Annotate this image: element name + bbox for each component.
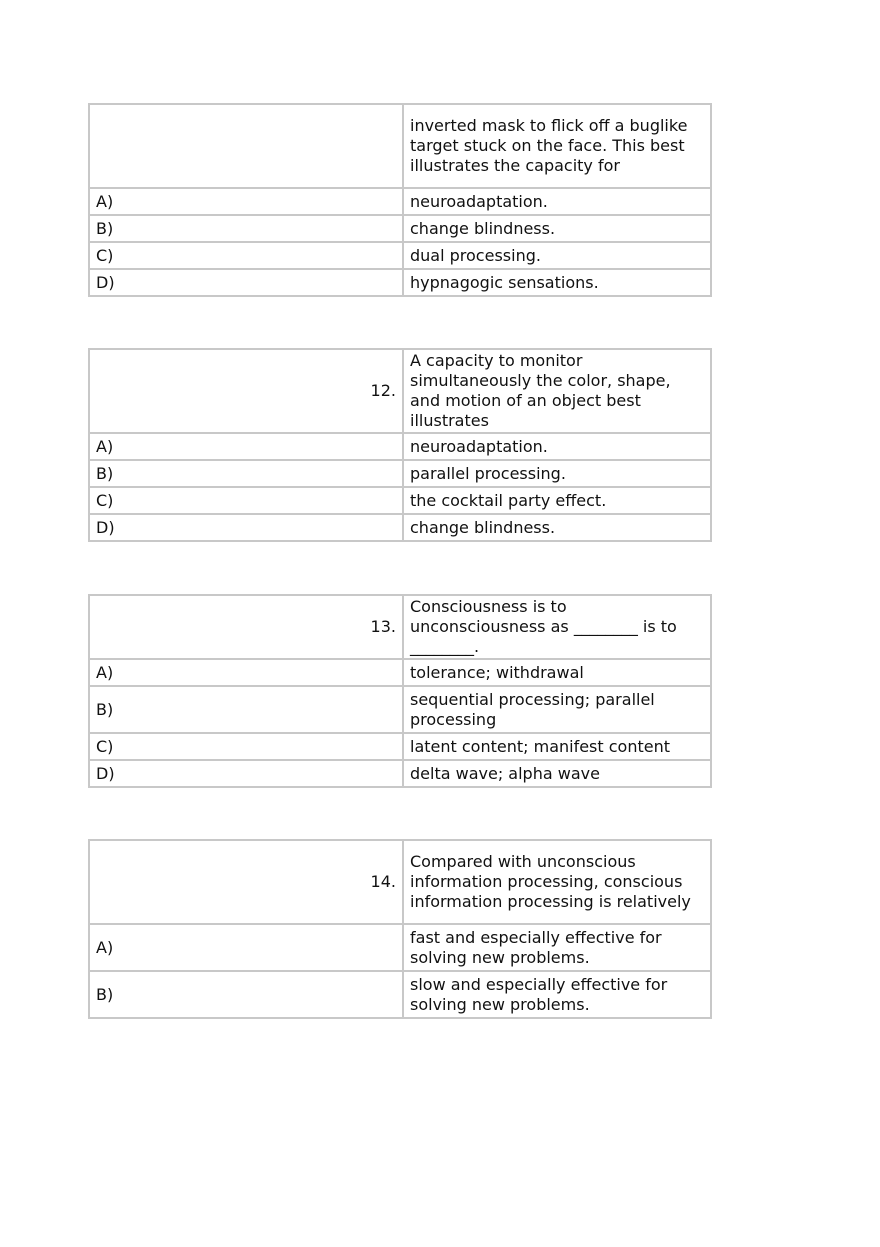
option-row-b (89, 215, 711, 242)
option-text: delta wave; alpha wave (403, 760, 711, 787)
question-table-14 (88, 839, 712, 1019)
option-text: change blindness. (403, 215, 711, 242)
question-number: 14. (89, 840, 403, 924)
option-letter: A) (89, 924, 403, 971)
option-text: change blindness. (403, 514, 711, 541)
question-table-13 (88, 594, 712, 788)
question-number (89, 104, 403, 188)
question-stem: Compared with unconscious information processing, conscious information processing is relatively (403, 840, 711, 924)
option-text: slow and especially effective for solving new problems. (403, 971, 711, 1018)
option-text: hypnagogic sensations. (403, 269, 711, 296)
option-letter: D) (89, 514, 403, 541)
option-text: tolerance; withdrawal (403, 659, 711, 686)
option-row-a (89, 924, 711, 971)
question-number: 12. (89, 349, 403, 433)
question-stem-row (89, 104, 711, 188)
option-row-c (89, 487, 711, 514)
option-row-d (89, 760, 711, 787)
option-text: sequential processing; parallel processing (403, 686, 711, 733)
option-letter: D) (89, 760, 403, 787)
option-letter: C) (89, 487, 403, 514)
option-row-b (89, 686, 711, 733)
option-letter: B) (89, 686, 403, 733)
option-row-c (89, 733, 711, 760)
option-letter: C) (89, 733, 403, 760)
option-letter: A) (89, 433, 403, 460)
option-row-a (89, 188, 711, 215)
option-row-b (89, 460, 711, 487)
question-stem: inverted mask to flick off a buglike target stuck on the face. This best illustrates the capacity for (403, 104, 711, 188)
option-letter: B) (89, 215, 403, 242)
question-stem-row (89, 349, 711, 433)
option-text: fast and especially effective for solving new problems. (403, 924, 711, 971)
option-text: parallel processing. (403, 460, 711, 487)
option-text: the cocktail party effect. (403, 487, 711, 514)
option-row-a (89, 659, 711, 686)
option-letter: B) (89, 460, 403, 487)
option-row-d (89, 514, 711, 541)
question-stem-row (89, 595, 711, 659)
option-row-d (89, 269, 711, 296)
option-letter: D) (89, 269, 403, 296)
option-row-a (89, 433, 711, 460)
question-table-12 (88, 348, 712, 542)
option-text: neuroadaptation. (403, 188, 711, 215)
option-row-b (89, 971, 711, 1018)
question-stem: Consciousness is to unconsciousness as ________ is to ________. (403, 595, 711, 659)
option-text: latent content; manifest content (403, 733, 711, 760)
option-letter: C) (89, 242, 403, 269)
question-table-11 (88, 103, 712, 297)
option-row-c (89, 242, 711, 269)
option-text: neuroadaptation. (403, 433, 711, 460)
option-letter: A) (89, 188, 403, 215)
option-letter: A) (89, 659, 403, 686)
option-text: dual processing. (403, 242, 711, 269)
question-stem-row (89, 840, 711, 924)
question-number: 13. (89, 595, 403, 659)
question-stem: A capacity to monitor simultaneously the color, shape, and motion of an object best illustrates (403, 349, 711, 433)
option-letter: B) (89, 971, 403, 1018)
